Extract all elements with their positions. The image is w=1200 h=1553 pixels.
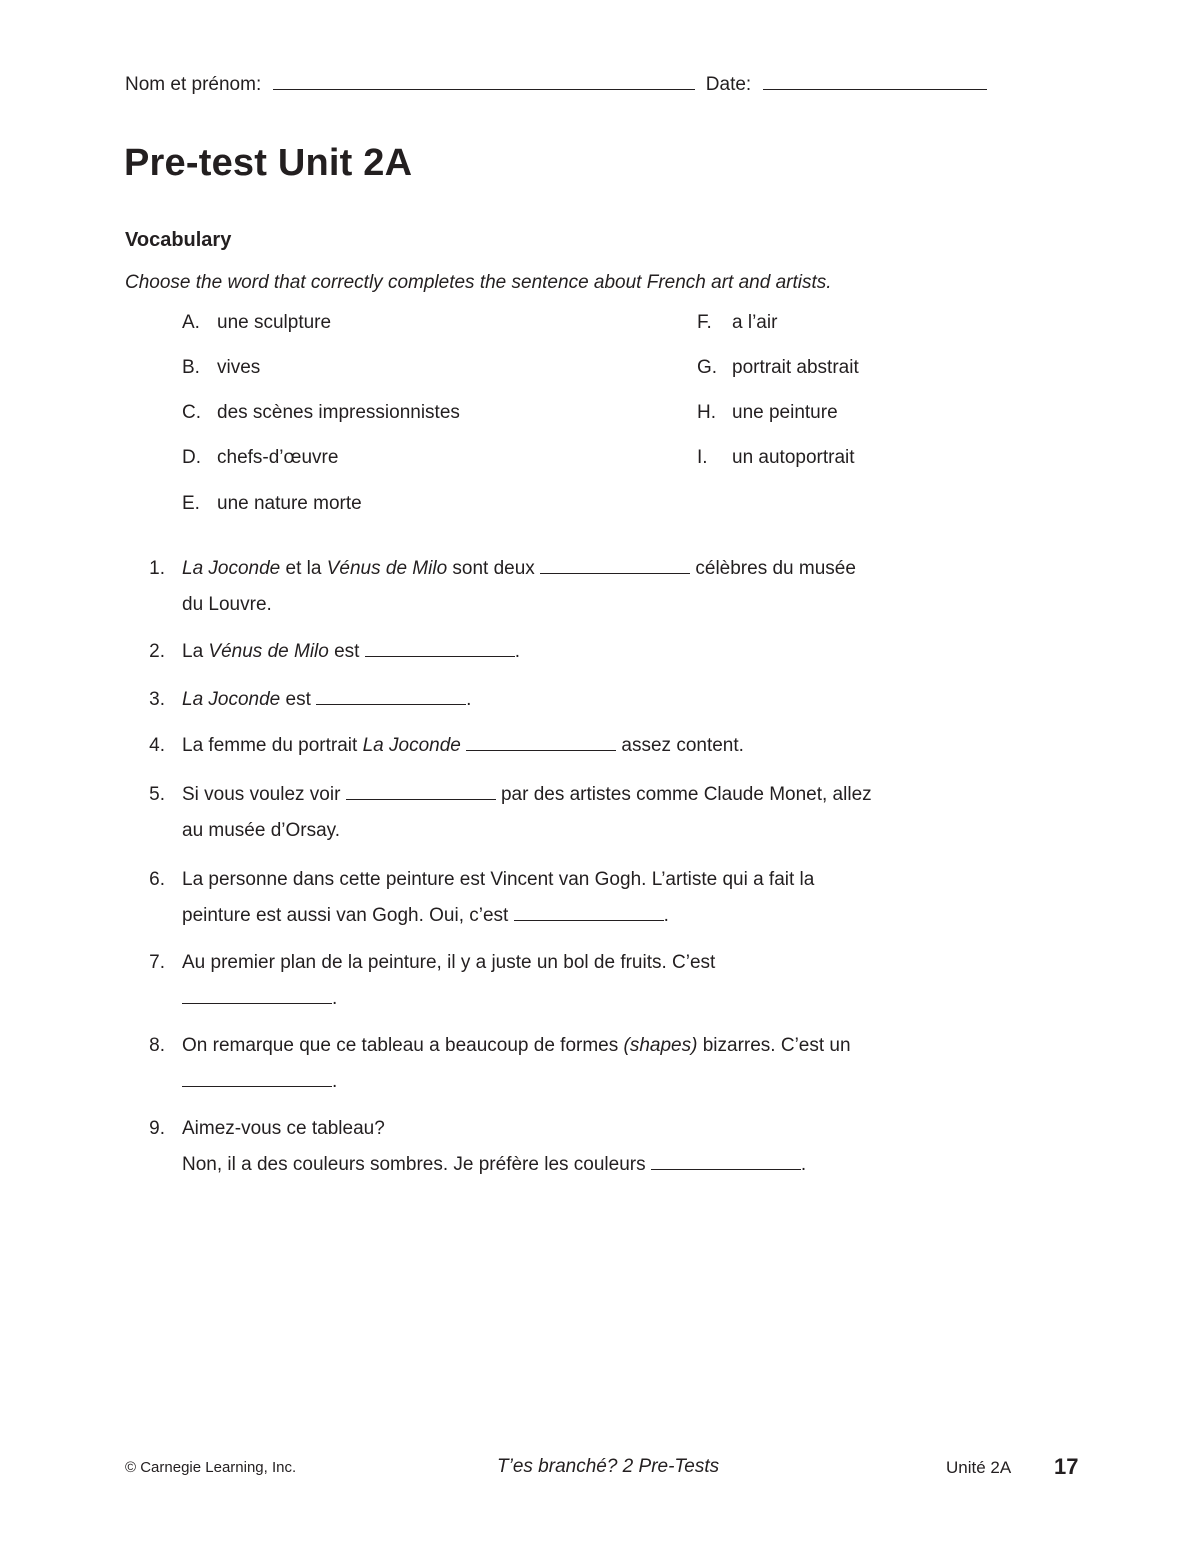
- choice-h: H. une peinture: [697, 402, 838, 423]
- name-field[interactable]: [273, 75, 695, 90]
- answer-blank-4[interactable]: [466, 732, 616, 751]
- section-heading: Vocabulary: [125, 229, 232, 251]
- date-field[interactable]: [763, 75, 987, 90]
- instructions: Choose the word that correctly completes the sentence about French art and artists.: [125, 272, 832, 293]
- answer-blank-7[interactable]: [182, 985, 332, 1004]
- name-label: Nom et prénom:: [125, 74, 262, 95]
- choice-a: A. une sculpture: [182, 312, 332, 333]
- page-number: 17: [1054, 1454, 1079, 1479]
- choice-f: F. a l’air: [697, 312, 778, 333]
- answer-blank-1[interactable]: [540, 555, 690, 574]
- choice-e: E. une nature morte: [182, 493, 362, 514]
- answer-blank-3[interactable]: [316, 686, 466, 705]
- answer-blank-5[interactable]: [346, 781, 496, 800]
- question-6: 6. La personne dans cette peinture est Vincent van Gogh. L’artiste qui a fait la peinture est aussi van Gogh. Oui, c’est .: [149, 869, 815, 926]
- choice-b: B. vives: [182, 357, 261, 378]
- question-9: 9. Aimez-vous ce tableau? Non, il a des couleurs sombres. Je préfère les couleurs .: [149, 1118, 807, 1175]
- page-title: Pre-test Unit 2A: [124, 142, 413, 184]
- answer-blank-8[interactable]: [182, 1068, 332, 1087]
- choice-g: G. portrait abstrait: [697, 357, 859, 378]
- footer-book-title: T’es branché? 2 Pre-Tests: [497, 1456, 720, 1477]
- question-1: 1. La Joconde et la Vénus de Milo sont deux célèbres du musée du Louvre.: [182, 551, 962, 623]
- question-3: 3. La Joconde est .: [182, 682, 962, 718]
- choice-c: C. des scènes impressionnistes: [182, 402, 460, 423]
- header-name-date: [125, 74, 1025, 96]
- question-7: 7. Au premier plan de la peinture, il y a juste un bol de fruits. C’est .: [149, 952, 716, 1009]
- date-label: Date:: [705, 74, 752, 95]
- choice-d: D. chefs-d’œuvre: [182, 447, 339, 468]
- answer-blank-6[interactable]: [514, 902, 664, 921]
- answer-blank-9[interactable]: [651, 1151, 801, 1170]
- question-2: 2. La Vénus de Milo est .: [182, 634, 962, 670]
- choice-i: I. un autoportrait: [697, 447, 855, 468]
- question-5: 5. Si vous voulez voir par des artistes comme Claude Monet, allez au musée d’Orsay.: [182, 777, 962, 849]
- footer-unit: Unité 2A: [946, 1458, 1012, 1477]
- answer-blank-2[interactable]: [365, 638, 515, 657]
- question-4: 4. La femme du portrait La Joconde assez content.: [182, 728, 962, 764]
- question-8: 8. On remarque que ce tableau a beaucoup de formes (shapes) bizarres. C’est un .: [149, 1035, 851, 1092]
- footer-copyright: © Carnegie Learning, Inc.: [125, 1459, 297, 1476]
